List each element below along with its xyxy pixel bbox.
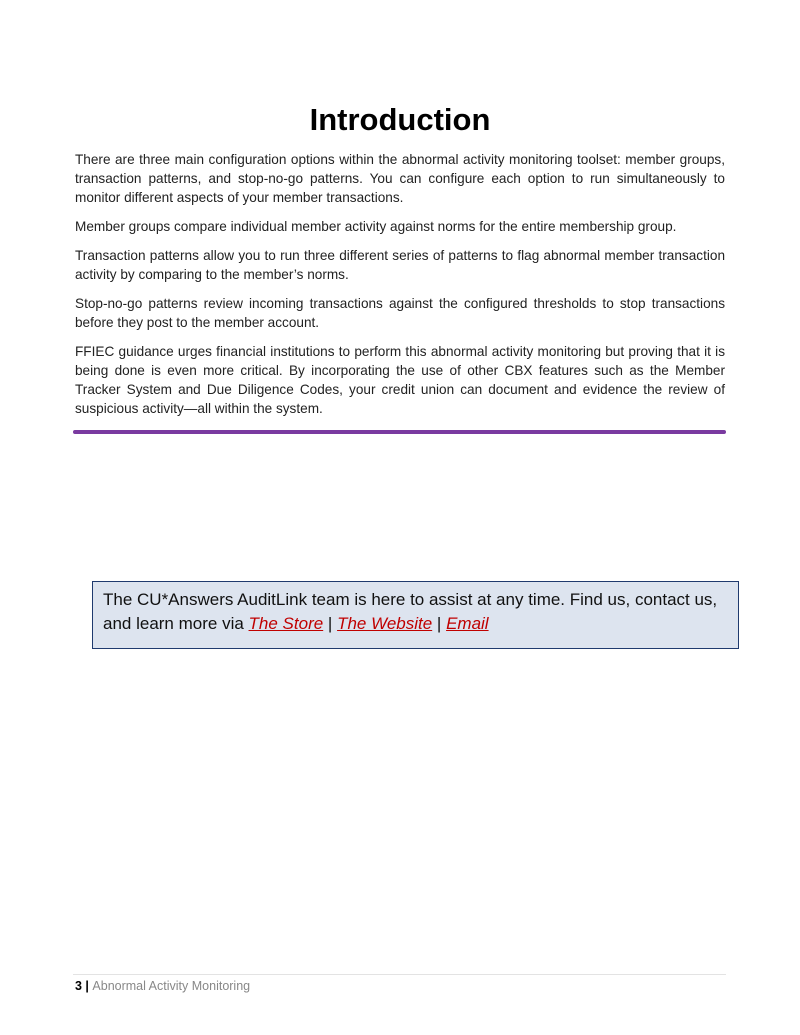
- paragraph-transaction-patterns: Transaction patterns allow you to run three different series of patterns to flag abnormal member transaction activity by comparing to the member’s norms.: [75, 248, 725, 282]
- email-link[interactable]: Email: [446, 614, 489, 633]
- footer-section-title: Abnormal Activity Monitoring: [92, 979, 251, 993]
- body-text: [75, 150, 725, 428]
- footer-separator: |: [81, 979, 93, 993]
- store-link[interactable]: The Store: [248, 614, 324, 633]
- page-title: Introduction: [309, 102, 491, 137]
- paragraph-overview: There are three main configuration options within the abnormal activity monitoring toolset: member groups, transaction patterns, and stop-no-go patterns. You can configure each option to run simultaneously to monitor different aspects of your member transactions.: [75, 152, 725, 205]
- callout-separator: |: [432, 614, 447, 633]
- paragraph-stop-no-go: Stop-no-go patterns review incoming transactions against the configured thresholds to stop transactions before they post to the member account.: [75, 296, 725, 330]
- callout-text: The CU*Answers AuditLink team is here to assist at any time. Find us, contact us, and learn more via: [103, 590, 718, 633]
- paragraph-ffiec-guidance: FFIEC guidance urges financial institutions to perform this abnormal activity monitoring but proving that it is being done is even more critical. By incorporating the use of other CBX features such as the Member Tracker System and Due Diligence Codes, your credit union can document and evidence the review of suspicious activity—all within the system.: [75, 344, 725, 416]
- footer-rule: [73, 974, 726, 975]
- page-footer: [75, 978, 250, 994]
- website-link[interactable]: The Website: [337, 614, 433, 633]
- callout-separator: |: [323, 614, 338, 633]
- page-number: 3: [75, 979, 82, 993]
- paragraph-member-groups: Member groups compare individual member activity against norms for the entire membership group.: [75, 219, 677, 234]
- section-divider: [73, 430, 726, 434]
- contact-callout: [92, 581, 739, 649]
